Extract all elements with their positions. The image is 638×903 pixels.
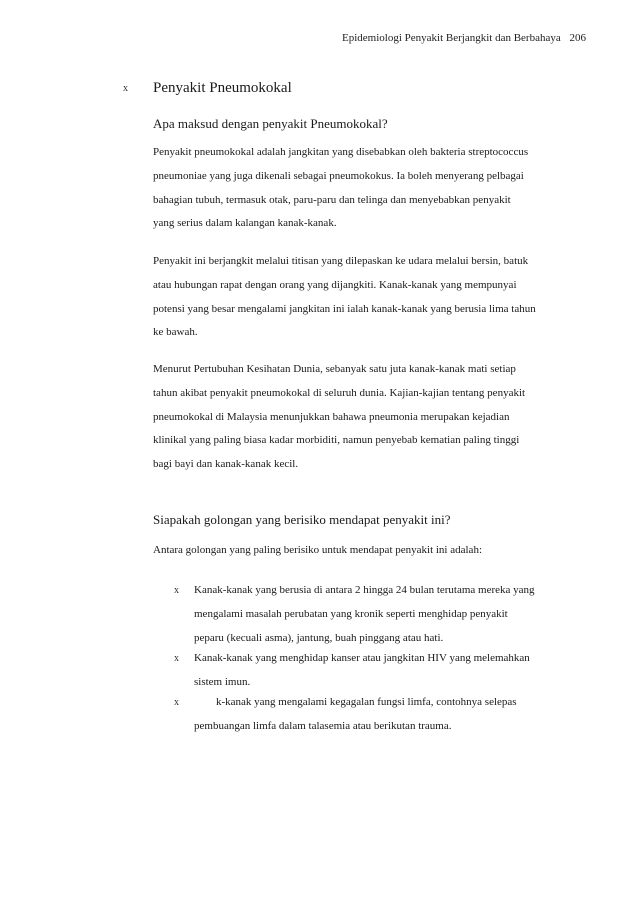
list-line: k-kanak yang mengalami kegagalan fungsi limfa, contohnya selepas	[216, 696, 517, 708]
paragraph-2	[153, 250, 573, 345]
list-line: peparu (kecuali asma), jantung, buah pinggang atau hati.	[194, 631, 444, 644]
list-line: pembuangan limfa dalam talasemia atau berikutan trauma.	[194, 719, 452, 732]
list-bullet: x	[174, 653, 179, 664]
paragraph-line: Menurut Pertubuhan Kesihatan Dunia, sebanyak satu juta kanak-kanak mati setiap	[153, 363, 516, 375]
list-bullet: x	[174, 697, 179, 708]
list-line: mengalami masalah perubatan yang kronik seperti menghidap penyakit	[194, 607, 508, 620]
paragraph-line: atau hubungan rapat dengan orang yang dijangkiti. Kanak-kanak yang mempunyai	[153, 278, 517, 291]
paragraph-line: Penyakit ini berjangkit melalui titisan yang dilepaskan ke udara melalui bersin, batuk	[153, 255, 529, 267]
paragraph-line: potensi yang besar mengalami jangkitan ini ialah kanak-kanak yang berusia lima tahun	[153, 302, 536, 315]
section-heading	[123, 80, 292, 97]
list-intro: Antara golongan yang paling berisiko untuk mendapat penyakit ini adalah:	[153, 544, 482, 556]
list-bullet: x	[174, 585, 179, 596]
question-heading-1: Apa maksud dengan penyakit Pneumokokal?	[153, 116, 388, 131]
section-title: Penyakit Pneumokokal	[153, 80, 292, 96]
page-header	[342, 32, 586, 44]
paragraph-3	[153, 358, 573, 477]
list-line-first	[194, 691, 517, 715]
paragraph-line: yang serius dalam kalangan kanak-kanak.	[153, 217, 337, 230]
list-item-text	[194, 691, 517, 739]
list-line: Kanak-kanak yang menghidap kanser atau jangkitan HIV yang melemahkan	[194, 652, 530, 664]
paragraph-line: bahagian tubuh, termasuk otak, paru-paru dan telinga dan menyebabkan penyakit	[153, 193, 511, 206]
list-item-text	[194, 647, 530, 695]
header-title: Epidemiologi Penyakit Berjangkit dan Berbahaya	[342, 32, 561, 44]
page-number: 206	[569, 32, 586, 44]
list-line: Kanak-kanak yang berusia di antara 2 hingga 24 bulan terutama mereka yang	[194, 584, 535, 596]
list-item-text	[194, 579, 535, 650]
paragraph-line: bagi bayi dan kanak-kanak kecil.	[153, 458, 299, 471]
paragraph-line: pneumoniae yang juga dikenali sebagai pneumokokus. Ia boleh menyerang pelbagai	[153, 169, 524, 182]
paragraph-line: ke bawah.	[153, 326, 198, 339]
paragraph-line: tahun akibat penyakit pneumokokal di seluruh dunia. Kajian-kajian tentang penyakit	[153, 386, 526, 399]
paragraph-line: pneumokokal di Malaysia menunjukkan bahawa pneumonia merupakan kejadian	[153, 410, 510, 423]
section-bullet: x	[123, 83, 128, 94]
paragraph-line: klinikal yang paling biasa kadar morbiditi, namun penyebab kematian paling tinggi	[153, 434, 520, 447]
list-line: sistem imun.	[194, 675, 251, 688]
question-heading-2: Siapakah golongan yang berisiko mendapat penyakit ini?	[153, 512, 451, 527]
paragraph-line: Penyakit pneumokokal adalah jangkitan yang disebabkan oleh bakteria streptococcus	[153, 146, 529, 158]
paragraph-1	[153, 141, 573, 236]
